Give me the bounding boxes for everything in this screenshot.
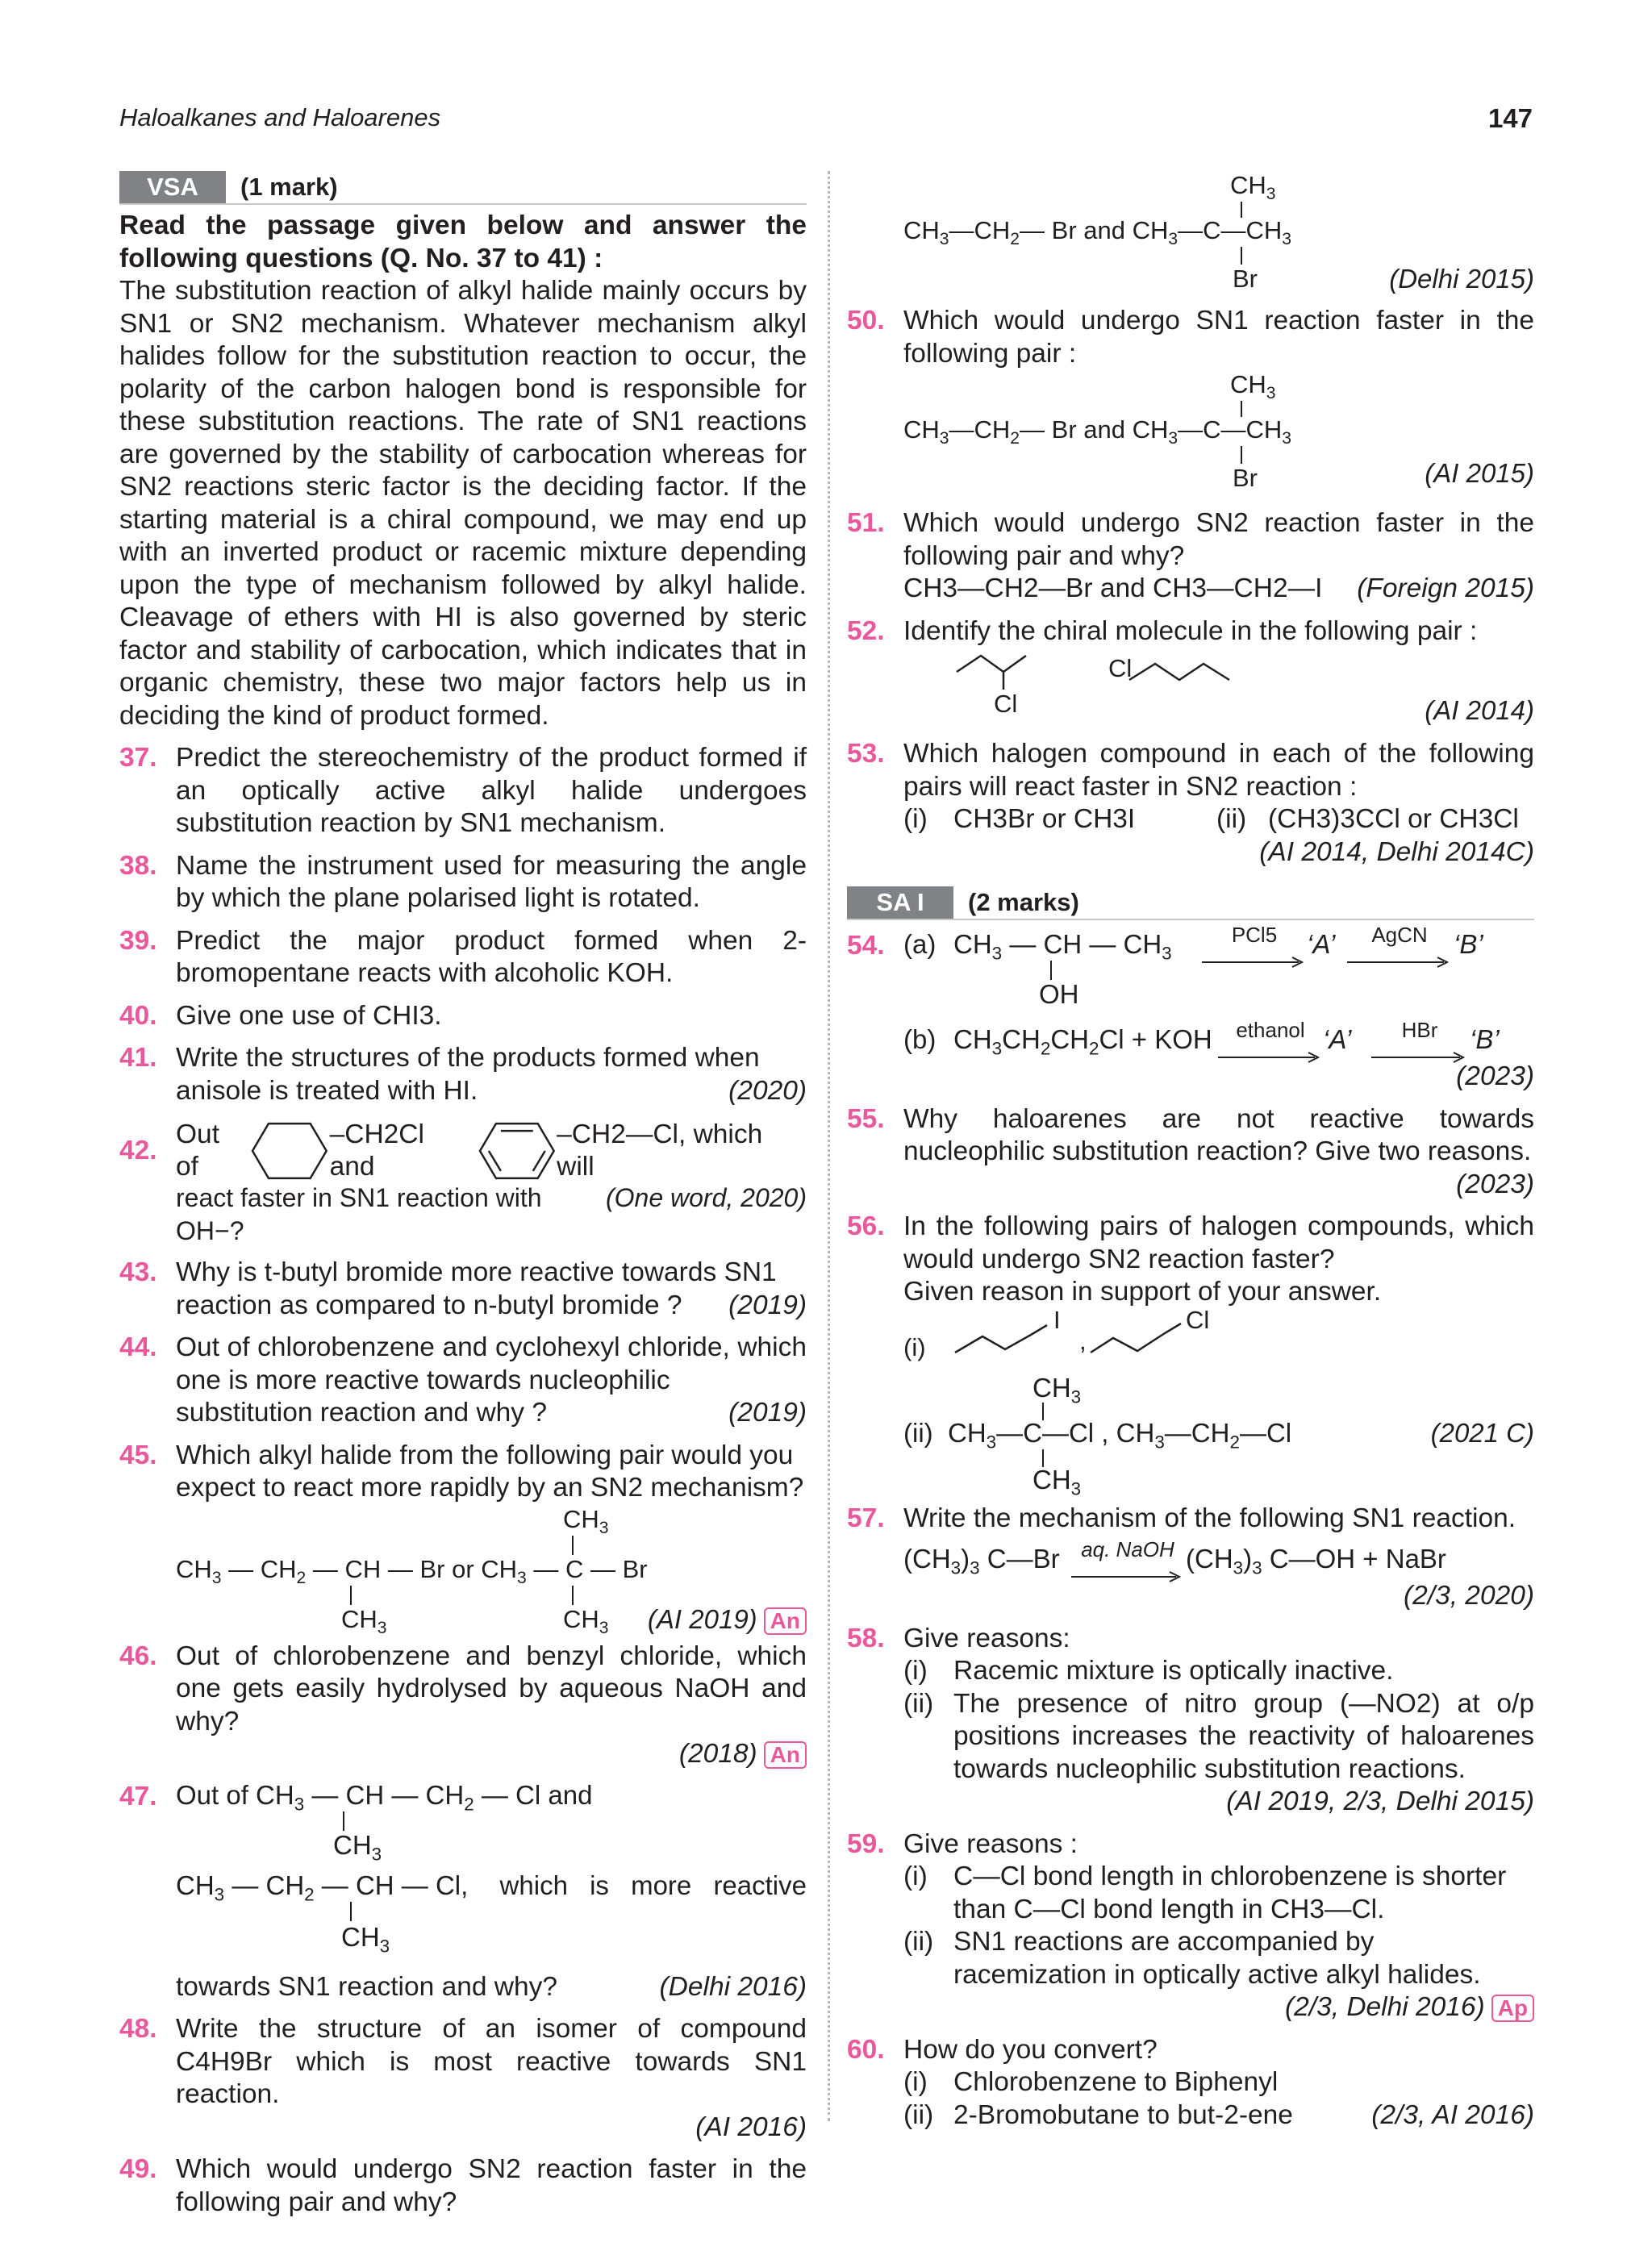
product-a: ‘A’ [1307,929,1336,959]
vsa-section-header [119,171,807,205]
question-source: (2018) [678,1739,757,1769]
column-divider [828,171,830,2121]
q56-i-structures: (i) I , Cl [903,1309,1534,1374]
option-ii: (ii) [903,1417,933,1448]
question-number: 59. [847,1828,885,1859]
question-number: 54. [847,931,885,961]
question-number: 55. [847,1103,885,1134]
question-text: Give reasons: [903,1623,1070,1653]
option-ii-text: The presence of nitro group (—NO2) at o/p positions increases the reactivity of haloarenes towards nucleophilic substitution reactions. [953,1688,1534,1784]
question-text: How do you convert? [903,2034,1158,2065]
question-source: (2/3, Delhi 2016) [1285,1992,1485,2022]
question-source: (2021 C) [1430,1417,1534,1448]
question-55 [847,1103,1534,1202]
question-number: 46. [119,1640,157,1671]
q50-structures: $CH_3$ $CH_3—CH_2—$ Br and $CH_3—C—CH_3$ Br (AI 2015) [903,370,1534,492]
question-number: 45. [119,1440,157,1470]
secondary-butyl-bromide: $CH_3$ — $CH_2$ — CH — Br or $CH_3$ — C — Br [176,1554,648,1587]
question-text: In the following pairs of halogen compounds, which would undergo SN2 reaction faster? [903,1211,1534,1274]
option-ii-text: 2-Bromobutane to but-2-ene [953,2099,1293,2130]
question-number: 49. [119,2154,157,2184]
right-column [847,171,1534,2132]
question-source: (2019) [728,1398,807,1428]
question-41 [119,1042,807,1107]
question-42 [119,1120,807,1247]
reaction-arrow-icon [1071,1571,1184,1582]
2-iodobutane-skeletal-structure [952,1317,1049,1365]
question-number: 51. [847,508,885,538]
question-source: (One word, 2020) [605,1183,807,1212]
question-text: Which would undergo SN1 reaction faster in the following pair : [903,306,1534,369]
q49-structures: $CH_3$ $CH_3—CH_2—$ Br and $CH_3—C—CH_3$ Br (Delhi 2015) [903,171,1534,294]
pcl5-reagent: PCl5 [1231,923,1278,947]
reactant-pair: CH3—CH2—Br and CH3—CH2—I [903,573,1323,603]
question-text-2: Given reason in support of your answer. [903,1277,1382,1307]
option-ii: (ii) [903,1688,934,1719]
question-source: (AI 2016) [695,2112,807,2142]
sa1-section-header [847,886,1534,920]
vsa-tag: VSA [119,171,226,203]
option-ii-text: (CH3)3CCl or CH3Cl [1268,804,1519,834]
question-53 [847,738,1534,869]
option-i: (i) [903,1332,926,1361]
question-50 [847,305,1534,498]
question-46 [119,1640,807,1771]
question-number: 52. [847,615,885,646]
q52-structures [903,648,1534,728]
question-number: 43. [119,1257,157,1287]
product-b: ‘B’ [1454,929,1483,959]
q47-structures: Out of $CH_3$ — CH — $CH_2$ — Cl and $CH_3$ $CH_3$ — $CH_2$ — CH — Cl, which is more reactive $CH_3$ [176,1779,807,1957]
q56-ii-structures: $CH_3$ (ii) $CH_3—C—Cl$ , $CH_3—CH_2—Cl$ $CH_3$ (2021 C) [903,1372,1534,1499]
question-56 [847,1211,1534,1499]
question-source: (2023) [1456,1061,1534,1091]
ethanol-solvent: ethanol [1236,1018,1305,1042]
option-ii-text: SN1 reactions are accompanied by racemization in optically active alkyl halides. [953,1927,1481,1990]
cyclohexane-ring-structure [249,1120,330,1182]
cl-label: Cl [994,690,1018,718]
passage-instruction: Read the passage given below and answer the following questions (Q. No. 37 to 41) : [119,211,807,273]
question-number: 40. [119,1000,157,1031]
question-text: Which alkyl halide from the following pair would you expect to react more rapidly by an SN2 mechanism? [176,1440,804,1503]
question-text: Why is t-butyl bromide more reactive towards SN1 [176,1257,777,1287]
question-source: (2/3, AI 2016) [1371,2099,1534,2130]
question-number: 60. [847,2034,885,2065]
question-text: Out of chlorobenzene and cyclohexyl chloride, which one is more reactive towards nucleophilic [176,1332,807,1395]
question-text: Which would undergo SN2 reaction faster in the following pair and why? [903,508,1534,571]
question-text: Give one use of CHI3. [176,1000,442,1031]
out-of-text: Out of [176,1119,219,1182]
option-ii: (ii) [903,2099,934,2130]
question-number: 42. [119,1136,157,1165]
hydroxyl-label: OH [1039,979,1079,1009]
analyse-badge: An [764,1607,807,1635]
aq-naoh-reagent: aq. NaOH [1081,1537,1174,1561]
q54b-reaction: (b) $CH_3CH_2CH_2Cl$ + KOH ethanol ‘A’ HBr ‘B’ [903,1025,1534,1061]
apply-badge: Ap [1491,1995,1534,2022]
question-source: (AI 2015) [1425,458,1534,488]
question-source: (AI 2019, 2/3, Delhi 2015) [1226,1786,1534,1816]
ch3-bottom: $CH_3$ [563,1604,609,1637]
question-number: 47. [119,1781,157,1811]
question-43 [119,1257,807,1322]
and-text: and [548,1779,593,1810]
question-40 [119,1000,807,1033]
sa1-tag: SA I [847,886,953,919]
question-text: Write the mechanism of the following SN1 reaction. [903,1503,1516,1533]
question-number: 57. [847,1503,885,1533]
option-i-text: Racemic mixture is optically inactive. [953,1656,1394,1686]
question-source: (AI 2014) [1425,695,1534,725]
question-source: (2019) [728,1290,807,1320]
q57-reaction: $(CH_3)_3$ C—Br aq. NaOH $(CH_3)_3$ C—OH + NaBr [903,1545,1534,1580]
question-source: (AI 2019) [647,1603,757,1634]
question-text: Write the structures of the products formed when [176,1043,760,1073]
question-number: 44. [119,1332,157,1362]
question-number: 48. [119,2014,157,2044]
option-i: (i) [903,804,928,834]
question-source: (Delhi 2015) [1389,264,1534,294]
option-i: (i) [903,1656,928,1686]
question-47 [119,1781,807,2004]
question-51 [847,507,1534,606]
question-text-end: substitution reaction and why ? [176,1398,547,1428]
q45-structures [176,1504,807,1637]
q54a-reaction: (a) $CH_3$ — CH — $CH_3$ OH PCl5 ‘A’ AgCN ‘B’ [903,930,1534,1011]
question-text: Predict the stereochemistry of the product formed if an optically active alkyl halide undergoes substitution reaction by SN1 mechanism. [176,743,807,838]
question-52 [847,615,1534,729]
question-text: Predict the major product formed when 2-bromopentane reacts with alcoholic KOH. [176,925,807,988]
1-chlorobutane-skeletal-structure [1105,648,1250,696]
question-number: 53. [847,739,885,769]
reaction-arrow-icon [1218,1052,1323,1063]
question-source: (2/3, 2020) [1403,1581,1534,1611]
hbr-reagent: HBr [1401,1018,1438,1042]
question-number: 41. [119,1043,157,1073]
question-49 [119,2153,807,2219]
question-54 [847,923,1534,1094]
question-text-end: towards SN1 reaction and why? [176,1971,557,2002]
question-number: 38. [119,850,157,881]
question-number: 56. [847,1211,885,1241]
option-ii: (ii) [903,1927,934,1957]
option-i: (i) [903,2067,928,2097]
ch3-branch: $CH_3$ [341,1604,387,1637]
which-text: which is more reactive [499,1870,807,1900]
analyse-badge: An [764,1741,807,1769]
question-38 [119,850,807,915]
question-37 [119,742,807,840]
question-source: (Delhi 2016) [659,1971,807,2002]
question-source: (2023) [1456,1169,1534,1199]
product-b: ‘B’ [1470,1024,1500,1054]
sa1-marks: (2 marks) [968,887,1079,916]
option-i-text: C—Cl bond length in chlorobenzene is shorter than C—Cl bond length in CH3—Cl. [953,1861,1507,1924]
question-number: 50. [847,306,885,336]
product-a: ‘A’ [1323,1024,1352,1054]
option-i: (i) [903,1861,928,1891]
option-ii: (ii) [1216,804,1247,834]
question-text: Identify the chiral molecule in the following pair : [903,615,1478,646]
reaction-arrow-icon [1371,1052,1468,1063]
question-source: (2020) [728,1075,807,1106]
question-text: Which halogen compound in each of the following pairs will react faster in SN2 reaction : [903,739,1534,802]
agcn-reagent: AgCN [1371,923,1428,947]
question-text: Write the structure of an isomer of compound C4H9Br which is most reactive towards SN1 reaction. [176,2014,807,2109]
question-44 [119,1332,807,1430]
question-58 [847,1623,1534,1819]
reaction-arrow-icon [1202,957,1307,968]
page-number: 147 [1487,103,1533,133]
option-i-text: Chlorobenzene to Biphenyl [953,2067,1279,2097]
running-head: Haloalkanes and Haloarenes [119,103,441,131]
passage-text: The substitution reaction of alkyl halide mainly occurs by SN1 or SN2 mechanism. Whatever mechanism alkyl halides follow for the substitution reaction to occur, the polarity of the carbon halogen bond is responsible for these substitution reactions. The rate of SN1 reactions are governed by the stability of carbocation whereas for SN2 reactions steric factor is the deciding factor. If the starting material is a chiral compound, we may end up with an inverted product or racemic mixture depending upon the type of mechanism followed by alkyl halide. Cleavage of ethers with HI is also governed by steric factor and stability of carbocation, which indicates that in organic chemistry, these two major factors help us in deciding the kind of product formed. [119,276,807,731]
option-i-text: CH3Br or CH3I [953,804,1136,834]
question-text: react faster in SN1 reaction with OH−? [176,1183,542,1245]
question-57 [847,1503,1534,1613]
benzene-ring-structure [477,1120,557,1182]
question-text-end: anisole is treated with HI. [176,1075,478,1106]
question-number: 58. [847,1623,885,1653]
question-number: 39. [119,925,157,956]
question-48 [119,2013,807,2144]
question-39 [119,925,807,990]
question-text: Which would undergo SN2 reaction faster in the following pair and why? [176,2154,807,2217]
ch2cl-and-text: –CH2Cl and [329,1119,424,1182]
question-number: 37. [119,743,157,773]
question-60 [847,2034,1534,2132]
1-chlorobutane-skeletal-structure [1081,1317,1194,1365]
question-text: Why haloarenes are not reactive towards nucleophilic substitution reaction? Give two reasons. [903,1103,1534,1166]
question-text-end: reaction as compared to n-butyl bromide ? [176,1290,682,1320]
part-b: (b) [903,1024,937,1054]
cl-label: Cl [1108,654,1133,682]
reaction-arrow-icon [1347,957,1452,968]
benzyl-chloride-text: –CH2—Cl, which will [557,1119,763,1182]
question-45 [119,1440,807,1637]
question-text: Out of chlorobenzene and benzyl chloride, which one gets easily hydrolysed by aqueous NaOH and why? [176,1640,807,1736]
question-source: (Foreign 2015) [1357,573,1534,603]
question-text: Name the instrument used for measuring the angle by which the plane polarised light is rotated. [176,850,807,913]
question-source: (AI 2014, Delhi 2014C) [1259,836,1534,867]
page-header [119,103,1533,144]
question-text: Give reasons : [903,1828,1078,1859]
ch3-top: $CH_3$ [563,1504,609,1537]
question-59 [847,1828,1534,2024]
left-column [119,171,807,2219]
out-of-text: Out of [176,1779,248,1810]
2-chlorobutane-skeletal-structure [952,648,1049,696]
vsa-marks: (1 mark) [240,172,338,201]
part-a: (a) [903,929,937,959]
